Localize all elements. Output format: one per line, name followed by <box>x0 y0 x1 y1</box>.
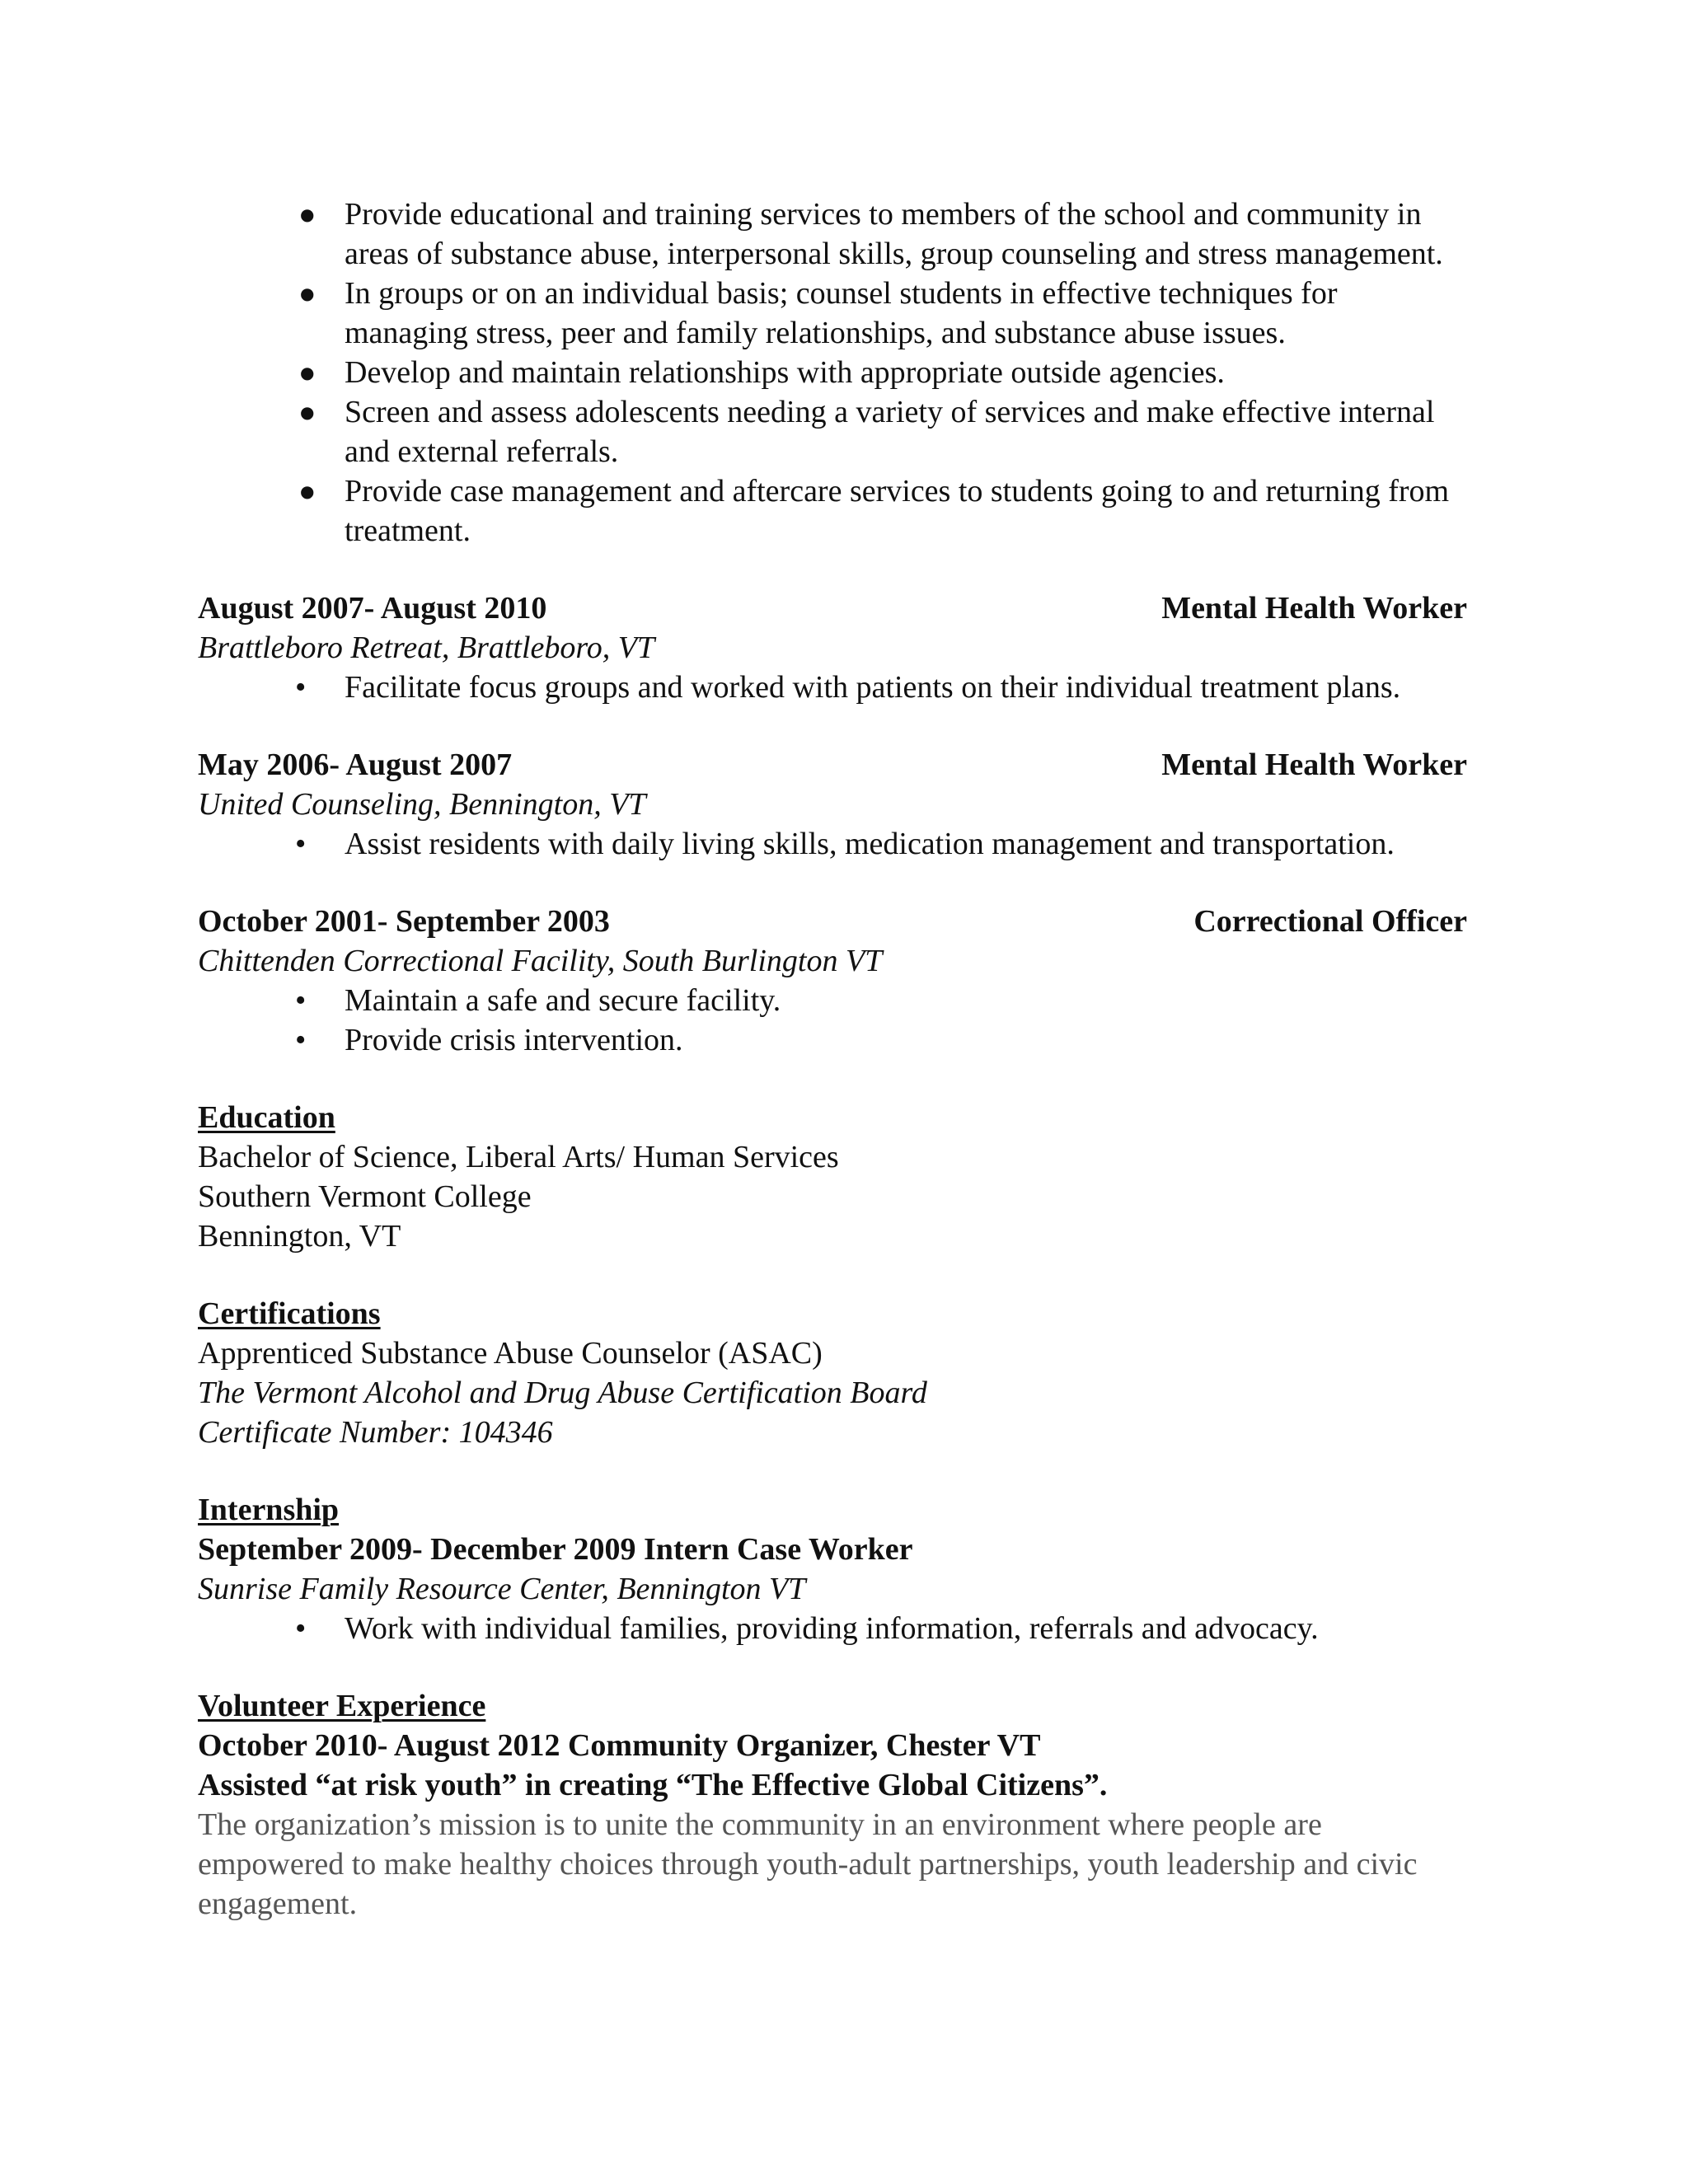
degree: Bachelor of Science, Liberal Arts/ Human Services <box>198 1140 839 1174</box>
job-brattleboro-retreat <box>198 588 1467 707</box>
list-item: ● Develop and maintain relationships with appropriate outside agencies. <box>198 353 1467 392</box>
certification-name: Apprenticed Substance Abuse Counselor (ASAC) <box>198 1336 823 1371</box>
list-item: ● In groups or on an individual basis; counsel students in effective techniques for managing stress, peer and family relationships, and substance abuse issues. <box>198 274 1467 353</box>
job-title: Correctional Officer <box>1193 904 1467 939</box>
list-item: • Work with individual families, providing information, referrals and advocacy. <box>198 1609 1467 1648</box>
job-header <box>198 588 1467 628</box>
certification-board: The Vermont Alcohol and Drug Abuse Certification Board <box>198 1376 927 1410</box>
internship-title: September 2009- December 2009 Intern Case Worker <box>198 1532 913 1567</box>
section-heading: Education <box>198 1100 335 1135</box>
job-organization: United Counseling, Bennington, VT <box>198 787 646 822</box>
job-organization: Brattleboro Retreat, Brattleboro, VT <box>198 630 655 665</box>
internship-duties-list <box>198 1609 1467 1648</box>
job-united-counseling <box>198 745 1467 864</box>
list-item: • Maintain a safe and secure facility. <box>198 981 1467 1020</box>
school-name: Southern Vermont College <box>198 1179 532 1214</box>
job-dates: August 2007- August 2010 <box>198 591 547 626</box>
education-section <box>198 1098 1467 1256</box>
job-title: Mental Health Worker <box>1161 748 1467 782</box>
job-chittenden-correctional <box>198 902 1467 1060</box>
volunteer-section <box>198 1686 1467 1924</box>
organization-mission: The organization’s mission is to unite the community in an environment where people are empowered to make healthy choices through youth-adult partnerships, youth leadership and civic engagement. <box>198 1807 1418 1921</box>
list-item: ● Provide case management and aftercare services to students going to and returning from treatment. <box>198 471 1467 551</box>
section-heading: Volunteer Experience <box>198 1689 486 1723</box>
list-item: • Facilitate focus groups and worked with patients on their individual treatment plans. <box>198 668 1467 707</box>
job-duties-list <box>198 824 1467 864</box>
list-item: • Assist residents with daily living skills, medication management and transportation. <box>198 824 1467 864</box>
job-duties-list <box>198 981 1467 1060</box>
school-location: Bennington, VT <box>198 1219 401 1254</box>
school-counselor-duties-list <box>198 194 1467 551</box>
job-header <box>198 745 1467 785</box>
section-heading: Certifications <box>198 1296 381 1331</box>
resume-content <box>198 194 1467 1924</box>
list-item: • Provide crisis intervention. <box>198 1020 1467 1060</box>
job-dates: October 2001- September 2003 <box>198 904 610 939</box>
volunteer-role: October 2010- August 2012 Community Organizer, Chester VT <box>198 1728 1041 1763</box>
internship-organization: Sunrise Family Resource Center, Bennington VT <box>198 1572 806 1606</box>
job-organization: Chittenden Correctional Facility, South Burlington VT <box>198 944 883 978</box>
internship-section <box>198 1490 1467 1648</box>
job-dates: May 2006- August 2007 <box>198 748 513 782</box>
list-item: ● Provide educational and training services to members of the school and community in areas of substance abuse, interpersonal skills, group counseling and stress management. <box>198 194 1467 274</box>
job-title: Mental Health Worker <box>1161 591 1467 626</box>
certificate-number: Certificate Number: 104346 <box>198 1415 553 1450</box>
volunteer-summary: Assisted “at risk youth” in creating “The Effective Global Citizens”. <box>198 1768 1108 1802</box>
job-header <box>198 902 1467 941</box>
job-duties-list <box>198 668 1467 707</box>
section-heading: Internship <box>198 1493 340 1527</box>
list-item: ● Screen and assess adolescents needing a variety of services and make effective internal and external referrals. <box>198 392 1467 471</box>
certifications-section <box>198 1294 1467 1452</box>
